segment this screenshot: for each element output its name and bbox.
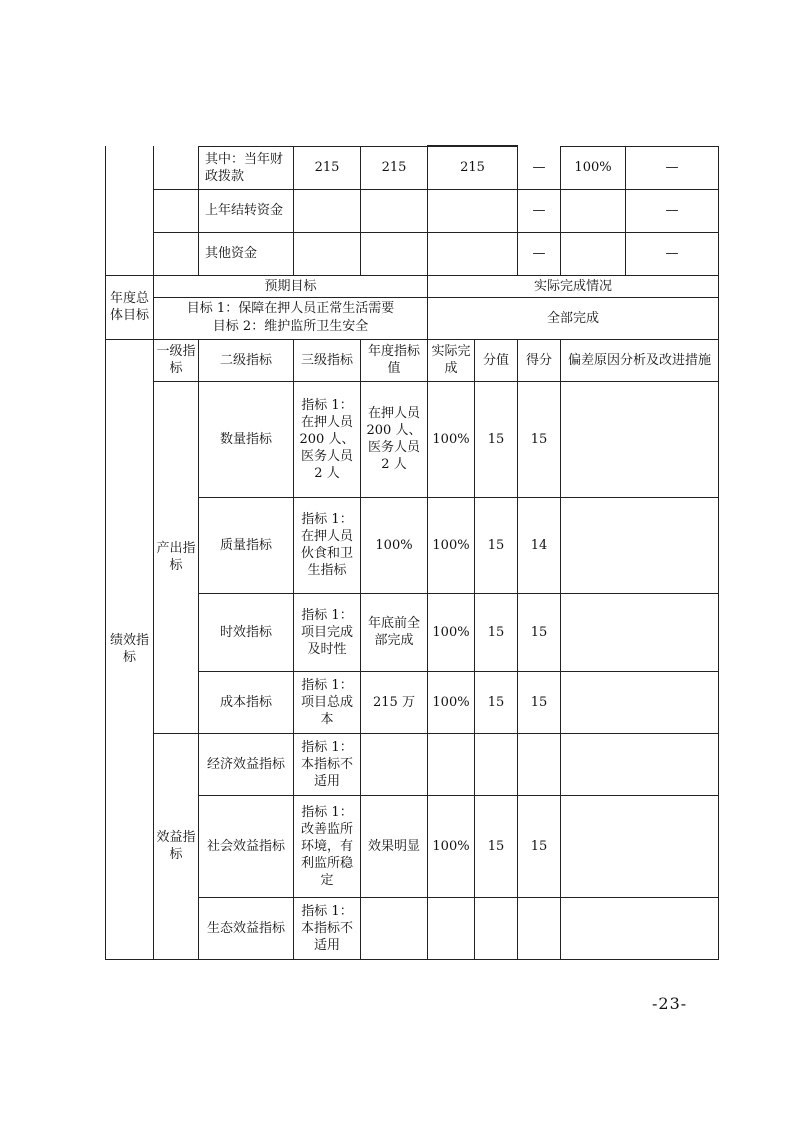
analysis-cell	[561, 795, 719, 897]
actual-cell: 100%	[428, 795, 475, 897]
actual-cell: 100%	[428, 671, 475, 733]
expected-goals	[154, 297, 428, 339]
analysis-cell	[561, 593, 719, 671]
score-cell	[518, 733, 561, 795]
funding-executed: 215	[428, 146, 518, 189]
actual-cell: 100%	[428, 497, 475, 593]
funding-dash: —	[518, 146, 561, 189]
analysis-cell	[561, 733, 719, 795]
actual-status-value: 全部完成	[428, 297, 719, 339]
actual-cell	[428, 897, 475, 959]
header-score-weight: 分值	[475, 339, 518, 381]
analysis-cell	[561, 897, 719, 959]
performance-table	[105, 145, 719, 960]
funding-budget: 215	[294, 146, 361, 189]
funding-rate	[561, 233, 626, 275]
funding-executed	[428, 189, 518, 232]
level3-cell: 指标 1：改善监所环境，有利监所稳定	[294, 795, 361, 897]
annual-goal-row	[106, 297, 719, 339]
level2-cell: 数量指标	[199, 381, 294, 497]
analysis-cell	[561, 671, 719, 733]
indicator-row	[106, 733, 719, 795]
performance-header-row	[106, 339, 719, 381]
actual-cell: 100%	[428, 593, 475, 671]
header-level3: 三级指标	[294, 339, 361, 381]
level2-cell: 质量指标	[199, 497, 294, 593]
actual-status-header: 实际完成情况	[428, 275, 719, 297]
funding-sub-blank-cell	[154, 232, 199, 275]
score-weight-cell: 15	[475, 497, 518, 593]
annual-value-cell: 效果明显	[361, 795, 428, 897]
level3-cell: 指标 1：项目总成本	[294, 671, 361, 733]
annual-value-cell: 年底前全部完成	[361, 593, 428, 671]
score-weight-cell	[475, 897, 518, 959]
funding-rate-split	[561, 146, 719, 189]
performance-label: 绩效指标	[106, 339, 154, 959]
funding-adjusted	[361, 232, 428, 275]
funding-row	[106, 189, 719, 232]
level2-cell: 社会效益指标	[199, 795, 294, 897]
funding-dash-2: —	[665, 160, 679, 175]
level2-cell: 经济效益指标	[199, 733, 294, 795]
actual-cell	[428, 733, 475, 795]
funding-executed	[428, 232, 518, 275]
goal-1: 目标 1：保障在押人员正常生活需要	[186, 301, 395, 316]
funding-dash: —	[518, 232, 561, 275]
level2-cell: 生态效益指标	[199, 897, 294, 959]
score-cell: 15	[518, 795, 561, 897]
expected-goal-header: 预期目标	[154, 275, 428, 297]
annual-value-cell	[361, 897, 428, 959]
level3-cell: 指标 1：在押人员 200 人、医务人员 2 人	[294, 381, 361, 497]
header-annual-value: 年度指标值	[361, 339, 428, 381]
level2-cell: 时效指标	[199, 593, 294, 671]
funding-budget	[294, 189, 361, 232]
header-level2: 二级指标	[199, 339, 294, 381]
score-weight-cell: 15	[475, 795, 518, 897]
funding-row	[106, 232, 719, 275]
header-analysis: 偏差原因分析及改进措施	[561, 339, 719, 381]
funding-dash-2: —	[665, 203, 679, 218]
indicator-row	[106, 381, 719, 497]
funding-blank-cell	[106, 146, 154, 275]
score-weight-cell: 15	[475, 381, 518, 497]
header-score: 得分	[518, 339, 561, 381]
funding-sub-blank-cell	[154, 189, 199, 232]
score-cell: 15	[518, 671, 561, 733]
score-cell	[518, 897, 561, 959]
score-cell: 15	[518, 593, 561, 671]
funding-label: 上年结转资金	[199, 189, 294, 232]
page-number: -23-	[652, 994, 688, 1013]
score-weight-cell	[475, 733, 518, 795]
funding-adjusted	[361, 189, 428, 232]
level3-cell: 指标 1：本指标不适用	[294, 733, 361, 795]
annual-goal-header-row	[106, 275, 719, 297]
annual-value-cell	[361, 733, 428, 795]
score-weight-cell: 15	[475, 671, 518, 733]
level2-cell: 成本指标	[199, 671, 294, 733]
funding-sub-blank-cell	[154, 146, 199, 189]
funding-rate	[561, 190, 626, 232]
funding-label: 其他资金	[199, 232, 294, 275]
funding-budget	[294, 232, 361, 275]
funding-rate-split	[561, 189, 719, 232]
level1-cell: 产出指标	[154, 381, 199, 733]
header-level1: 一级指标	[154, 339, 199, 381]
annual-value-cell: 在押人员 200 人、医务人员 2 人	[361, 381, 428, 497]
funding-adjusted: 215	[361, 146, 428, 189]
goal-2: 目标 2：维护监所卫生安全	[212, 319, 369, 334]
funding-row	[106, 146, 719, 189]
funding-dash-2: —	[665, 246, 679, 261]
header-actual: 实际完成	[428, 339, 475, 381]
level3-cell: 指标 1：本指标不适用	[294, 897, 361, 959]
actual-cell: 100%	[428, 381, 475, 497]
funding-rate: 100%	[561, 147, 626, 189]
funding-rate-split	[561, 232, 719, 275]
analysis-cell	[561, 497, 719, 593]
level3-cell: 指标 1：项目完成及时性	[294, 593, 361, 671]
funding-dash: —	[518, 189, 561, 232]
annual-value-cell: 215 万	[361, 671, 428, 733]
funding-label: 其中：当年财政拨款	[199, 146, 294, 189]
level3-cell: 指标 1：在押人员伙食和卫生指标	[294, 497, 361, 593]
score-cell: 15	[518, 381, 561, 497]
level1-cell: 效益指标	[154, 733, 199, 959]
annual-value-cell: 100%	[361, 497, 428, 593]
analysis-cell	[561, 381, 719, 497]
annual-goal-label: 年度总体目标	[106, 275, 154, 339]
score-cell: 14	[518, 497, 561, 593]
score-weight-cell: 15	[475, 593, 518, 671]
